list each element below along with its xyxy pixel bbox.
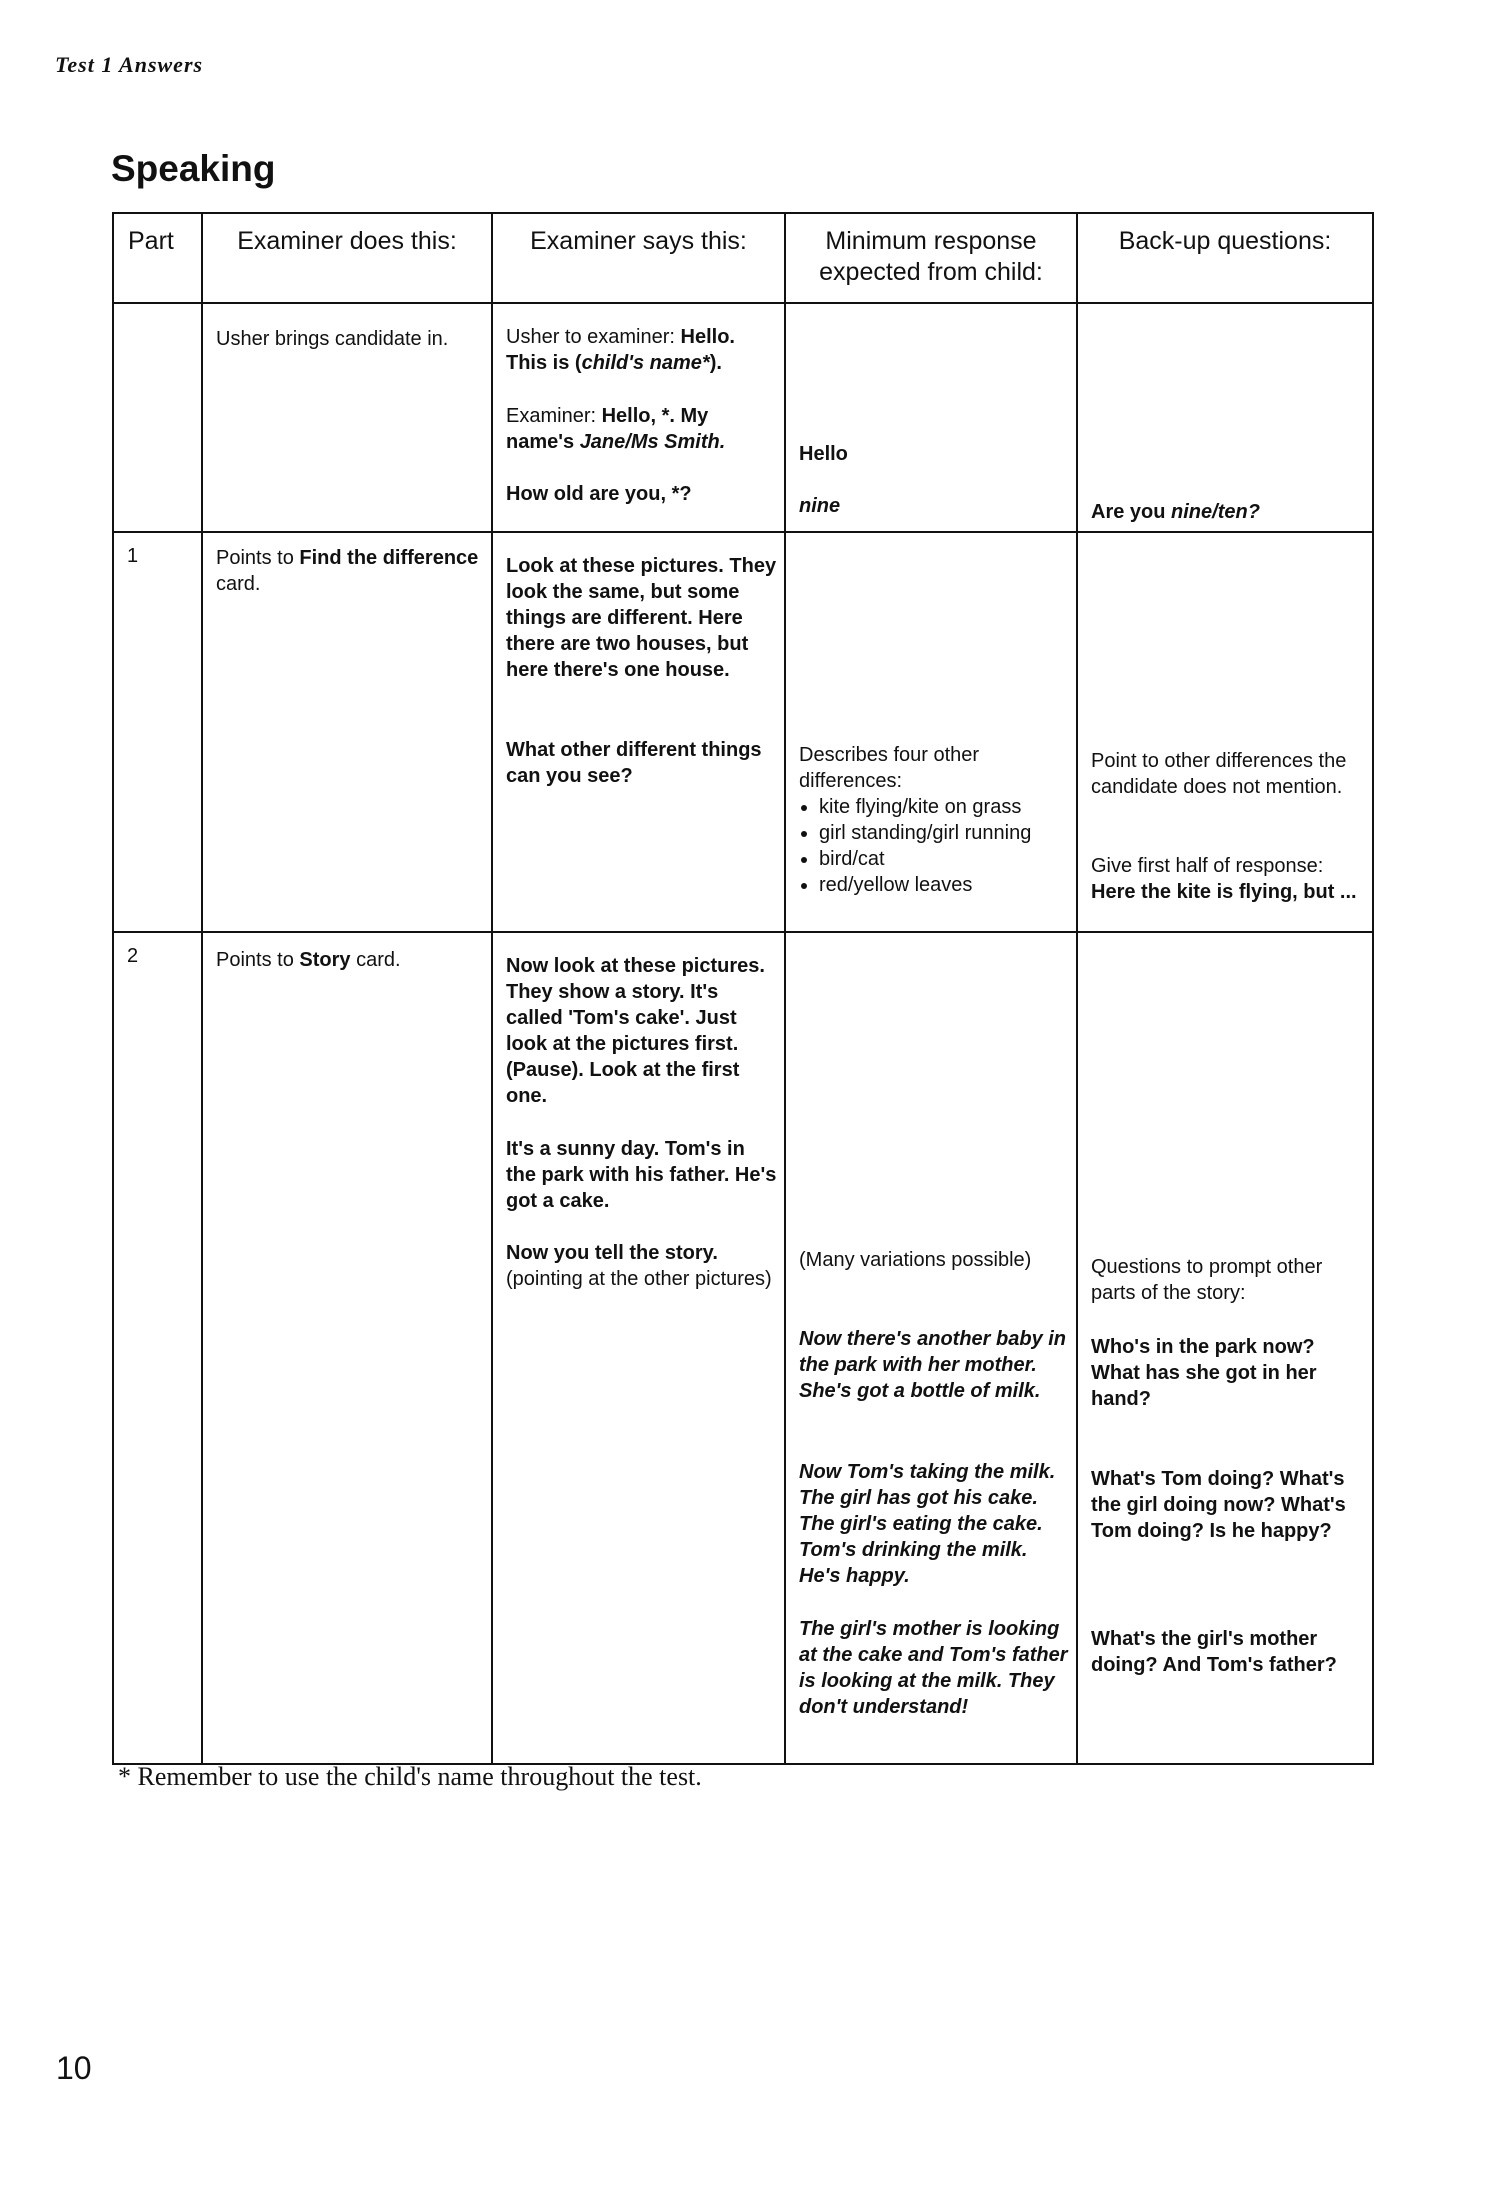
- cell-paragraph: [506, 403, 778, 455]
- text-segment: Jane/Ms Smith.: [579, 431, 726, 453]
- cell-paragraph: [1091, 1466, 1366, 1544]
- text-segment: nine: [799, 495, 841, 517]
- text-segment: (pointing at the other pictures): [506, 1268, 772, 1290]
- table-header-row: [114, 214, 1372, 302]
- text-segment: Usher to examiner:: [506, 326, 681, 348]
- cell-paragraph: [216, 545, 485, 597]
- cell-paragraph: [1091, 499, 1366, 525]
- header-minimum-response: Minimum response expected from child:: [784, 214, 1076, 302]
- cell-paragraph: [799, 1326, 1070, 1404]
- cell-paragraph: [506, 1240, 778, 1292]
- cell-paragraph: [506, 953, 778, 1109]
- cell-paragraph: [1091, 1626, 1366, 1678]
- text-segment: Hello, *. My name's: [506, 405, 709, 453]
- text-segment: What's the girl's mother doing? And Tom's father?: [1091, 1628, 1337, 1676]
- text-segment: What other different things can you see?: [506, 739, 762, 787]
- cell-paragraph: [799, 493, 1070, 519]
- cell-paragraph: [216, 947, 485, 973]
- difference-item: • red/yellow leaves: [819, 872, 1070, 898]
- table-row-part-2: [114, 931, 1372, 1763]
- header-backup-questions: Back-up questions:: [1076, 214, 1372, 302]
- speaking-table: [112, 212, 1374, 1765]
- difference-item: • girl standing/girl running: [819, 820, 1070, 846]
- text-segment: Who's in the park now? What has she got in her hand?: [1091, 1336, 1317, 1410]
- cell-paragraph: [1091, 853, 1366, 905]
- text-segment: Look at these pictures. They look the same, but some things are different. Here there are two houses, but here there's one house.: [506, 555, 777, 681]
- text-segment: child's name*: [581, 352, 710, 374]
- text-segment: It's a sunny day. Tom's in the park with his father. He's got a cake.: [506, 1138, 777, 1212]
- text-segment: card.: [216, 573, 261, 595]
- minimum-response-cell: [784, 933, 1076, 1763]
- cell-paragraph: [1091, 1254, 1366, 1306]
- text-segment: Points to: [216, 949, 300, 971]
- text-segment: Examiner:: [506, 405, 602, 427]
- examiner-says-cell: [491, 533, 784, 931]
- table-row-intro: [114, 302, 1372, 531]
- text-segment: What's Tom doing? What's the girl doing now? What's Tom doing? Is he happy?: [1091, 1468, 1346, 1542]
- text-segment: Here the kite is flying, but ...: [1091, 881, 1357, 903]
- text-segment: Story: [299, 949, 351, 971]
- table-row-part-1: [114, 531, 1372, 931]
- text-segment: Questions to prompt other parts of the story:: [1091, 1256, 1323, 1304]
- text-segment: Now look at these pictures. They show a story. It's called 'Tom's cake'. Just look at the pictures first. (Pause). Look at the first one.: [506, 955, 765, 1107]
- text-segment: ).: [709, 352, 722, 374]
- text-segment: Points to: [216, 547, 300, 569]
- text-segment: Hello: [799, 443, 848, 465]
- cell-paragraph: [799, 441, 1070, 467]
- backup-questions-cell: [1076, 933, 1372, 1763]
- part-cell: 2: [127, 945, 139, 967]
- text-segment: The girl's mother is looking at the cake and Tom's father is looking at the milk. They don't understand!: [799, 1618, 1068, 1718]
- examiner-says-cell: [491, 933, 784, 1763]
- text-segment: nine/ten?: [1171, 501, 1260, 523]
- header-examiner-does: Examiner does this:: [201, 214, 491, 302]
- header-examiner-says: Examiner says this:: [491, 214, 784, 302]
- text-segment: card.: [350, 949, 401, 971]
- minimum-response-cell: [784, 533, 1076, 931]
- examiner-does-cell: [201, 933, 491, 1763]
- difference-item: • kite flying/kite on grass: [819, 794, 1070, 820]
- text-segment: (Many variations possible): [799, 1249, 1032, 1271]
- section-title: Speaking: [111, 148, 276, 189]
- cell-paragraph: [1091, 748, 1366, 800]
- part-cell: [114, 304, 201, 531]
- backup-questions-cell: [1076, 304, 1372, 531]
- cell-paragraph: [506, 481, 778, 507]
- cell-paragraph: [506, 737, 778, 789]
- backup-questions-cell: [1076, 533, 1372, 931]
- cell-paragraph: [799, 1616, 1070, 1720]
- difference-item: • bird/cat: [819, 846, 1070, 872]
- text-segment: Now there's another baby in the park with her mother. She's got a bottle of milk.: [799, 1328, 1067, 1402]
- cell-paragraph: [1091, 1334, 1366, 1412]
- running-head: Test 1 Answers: [55, 52, 204, 77]
- text-segment: Are you: [1091, 501, 1172, 523]
- cell-paragraph: [799, 1459, 1070, 1589]
- text-segment: Describes four other differences:: [799, 744, 980, 792]
- cell-paragraph: [799, 742, 1070, 794]
- text-segment: Usher brings candidate in.: [216, 328, 449, 350]
- examiner-says-cell: [491, 304, 784, 531]
- text-segment: Give first half of response:: [1091, 855, 1324, 877]
- examiner-does-cell: [201, 533, 491, 931]
- footnote: * Remember to use the child's name throughout the test.: [118, 1762, 702, 1791]
- cell-paragraph: [216, 326, 485, 352]
- page-number: 10: [56, 2050, 92, 2086]
- text-segment: How old are you, *?: [506, 483, 692, 505]
- text-segment: Hello. This is (: [506, 326, 735, 374]
- text-segment: Now you tell the story.: [506, 1242, 718, 1264]
- part-cell: 1: [127, 545, 139, 567]
- cell-paragraph: [506, 553, 778, 683]
- examiner-does-cell: [201, 304, 491, 531]
- cell-paragraph: [506, 1136, 778, 1214]
- text-segment: Find the difference: [299, 547, 479, 569]
- differences-list: [799, 794, 1070, 898]
- header-part: Part: [128, 227, 174, 255]
- cell-paragraph: [506, 324, 778, 376]
- text-segment: Now Tom's taking the milk. The girl has got his cake. The girl's eating the cake. Tom's drinking the milk. He's happy.: [799, 1461, 1056, 1587]
- minimum-response-cell: [784, 304, 1076, 531]
- text-segment: Point to other differences the candidate does not mention.: [1091, 750, 1347, 798]
- cell-paragraph: [799, 1247, 1070, 1273]
